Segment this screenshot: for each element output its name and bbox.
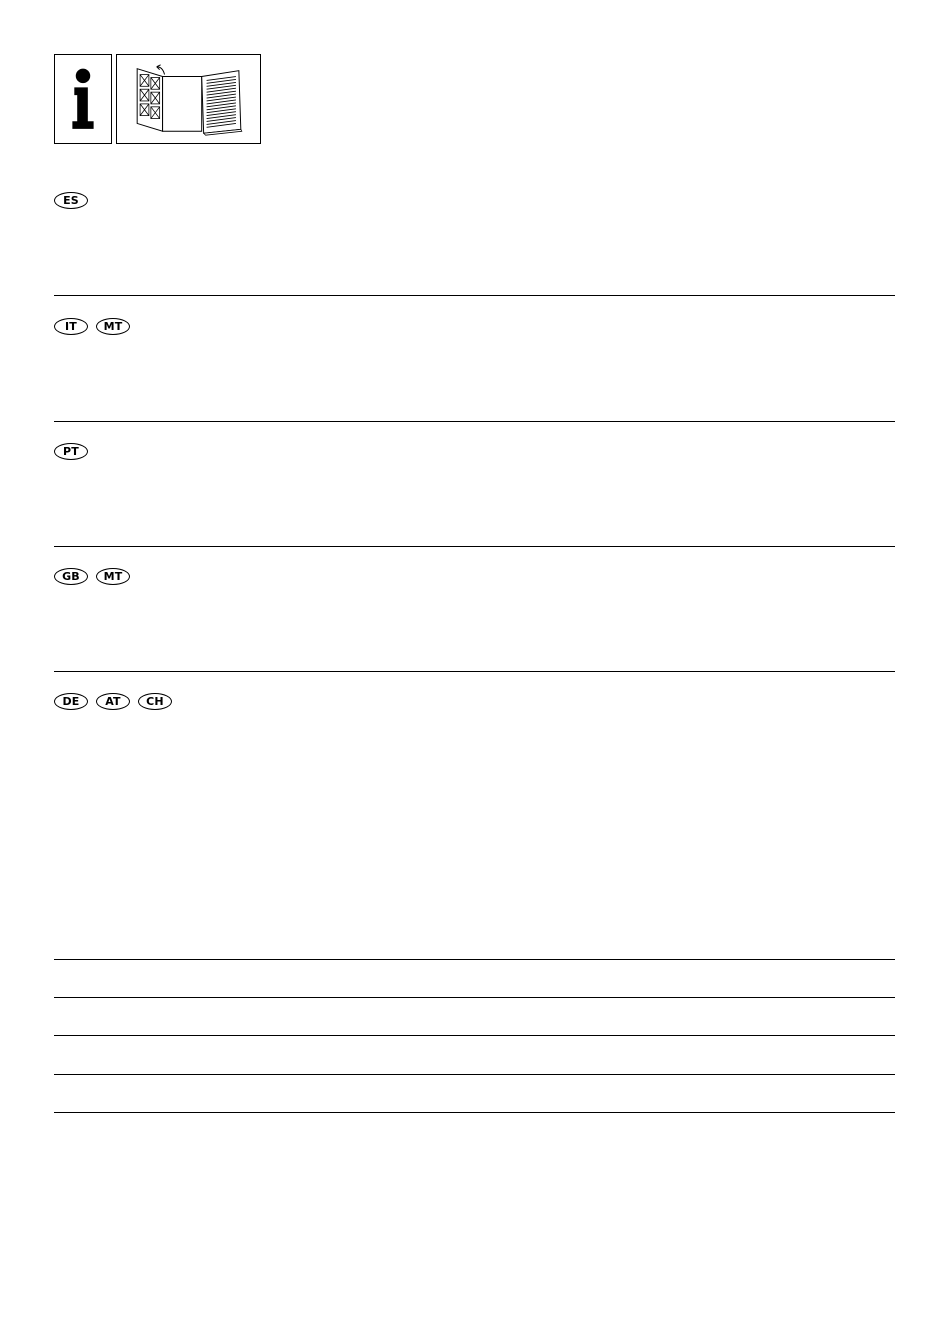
language-badges-de-at-ch [54,693,172,710]
language-badge: CH [138,693,172,710]
language-badge: IT [54,318,88,335]
ruled-line [54,997,895,998]
info-icon [54,54,112,144]
language-badge: MT [96,568,130,585]
section-divider [54,671,895,672]
fold-out-page-icon [116,54,261,144]
language-badge: DE [54,693,88,710]
language-badges-gb-mt [54,568,130,585]
ruled-line [54,959,895,960]
language-badges-pt [54,443,88,460]
ruled-line [54,1112,895,1113]
language-badge: PT [54,443,88,460]
language-badge: ES [54,192,88,209]
language-badge: MT [96,318,130,335]
language-badges-es [54,192,88,209]
info-i-glyph [55,55,111,143]
language-badges-it-mt [54,318,130,335]
ruled-line [54,1074,895,1075]
section-divider [54,421,895,422]
section-divider [54,546,895,547]
ruled-line [54,1035,895,1036]
section-divider [54,295,895,296]
language-badge: GB [54,568,88,585]
language-badge: AT [96,693,130,710]
fold-out-illustration [117,55,260,143]
